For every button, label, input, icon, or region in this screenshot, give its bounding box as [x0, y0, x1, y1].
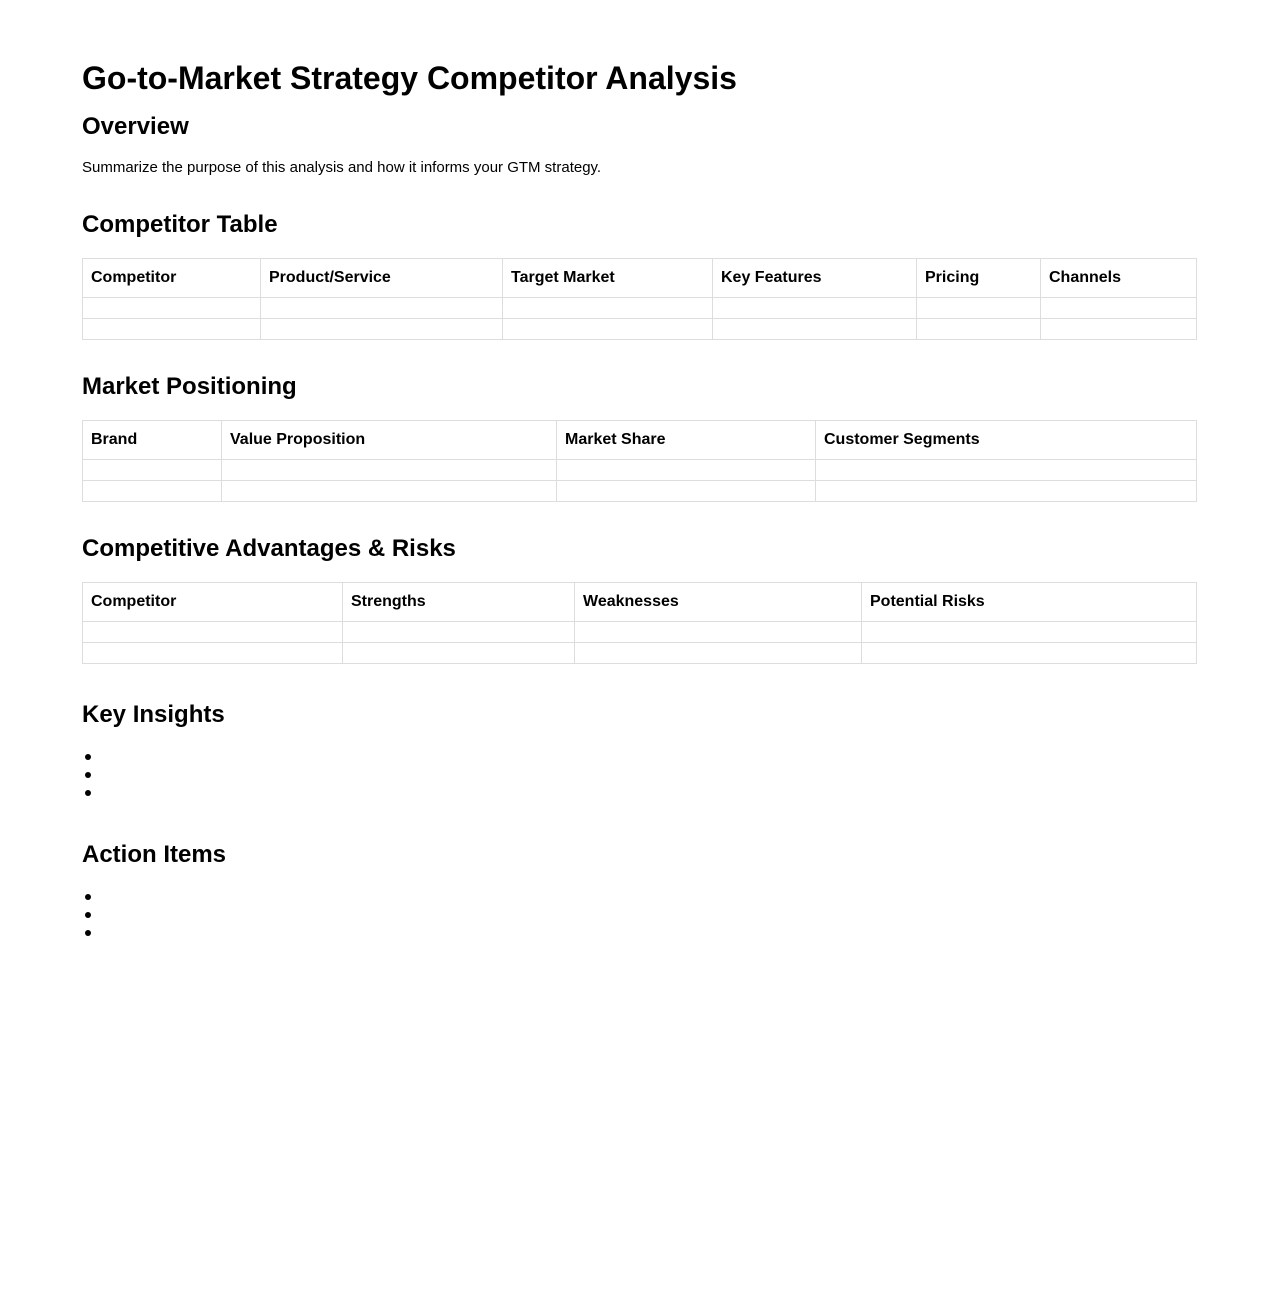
table-cell[interactable]: [575, 622, 862, 643]
page-title: Go-to-Market Strategy Competitor Analysis: [82, 60, 737, 96]
competitor-table: [82, 258, 1197, 340]
list-item[interactable]: [82, 748, 1196, 766]
column-header-target-market: Target Market: [503, 259, 713, 298]
table-cell[interactable]: [917, 298, 1041, 319]
table-cell[interactable]: [1041, 319, 1197, 340]
overview-text: Summarize the purpose of this analysis and how it informs your GTM strategy.: [82, 159, 602, 176]
table-row: [83, 622, 1197, 643]
column-header-pricing: Pricing: [917, 259, 1041, 298]
table-cell[interactable]: [503, 319, 713, 340]
table-cell[interactable]: [83, 622, 343, 643]
table-cell[interactable]: [343, 643, 575, 664]
table-cell[interactable]: [83, 481, 222, 502]
table-cell[interactable]: [83, 643, 343, 664]
key-insights-list: [82, 748, 1196, 802]
list-item[interactable]: [82, 784, 1196, 802]
table-cell[interactable]: [83, 460, 222, 481]
table-cell[interactable]: [83, 298, 261, 319]
table-cell[interactable]: [343, 622, 575, 643]
market-positioning-heading: Market Positioning: [82, 373, 297, 400]
column-header-market-share: Market Share: [557, 421, 816, 460]
table-cell[interactable]: [222, 481, 557, 502]
column-header-channels: Channels: [1041, 259, 1197, 298]
column-header-weaknesses: Weaknesses: [575, 583, 862, 622]
list-item[interactable]: [82, 766, 1196, 784]
table-header-row: [83, 259, 1197, 298]
advantages-risks-table: [82, 582, 1197, 664]
table-cell[interactable]: [557, 460, 816, 481]
action-items-heading: Action Items: [82, 841, 227, 868]
table-cell[interactable]: [261, 298, 503, 319]
list-item[interactable]: [82, 906, 1196, 924]
table-cell[interactable]: [222, 460, 557, 481]
table-cell[interactable]: [575, 643, 862, 664]
table-header-row: [83, 583, 1197, 622]
table-cell[interactable]: [862, 643, 1197, 664]
list-item[interactable]: [82, 888, 1196, 906]
column-header-competitor: Competitor: [83, 259, 261, 298]
table-cell[interactable]: [503, 298, 713, 319]
table-cell[interactable]: [816, 460, 1197, 481]
column-header-product-service: Product/Service: [261, 259, 503, 298]
column-header-competitor: Competitor: [83, 583, 343, 622]
column-header-value-proposition: Value Proposition: [222, 421, 557, 460]
table-cell[interactable]: [713, 298, 917, 319]
competitor-table-heading: Competitor Table: [82, 211, 278, 238]
table-cell[interactable]: [713, 319, 917, 340]
list-item[interactable]: [82, 924, 1196, 942]
table-cell[interactable]: [862, 622, 1197, 643]
table-cell[interactable]: [816, 481, 1197, 502]
table-cell[interactable]: [1041, 298, 1197, 319]
table-row: [83, 319, 1197, 340]
column-header-brand: Brand: [83, 421, 222, 460]
table-row: [83, 460, 1197, 481]
column-header-potential-risks: Potential Risks: [862, 583, 1197, 622]
table-cell[interactable]: [261, 319, 503, 340]
document-page: [82, 0, 1196, 942]
table-header-row: [83, 421, 1197, 460]
table-row: [83, 298, 1197, 319]
table-row: [83, 643, 1197, 664]
table-cell[interactable]: [83, 319, 261, 340]
advantages-risks-heading: Competitive Advantages & Risks: [82, 535, 456, 562]
table-cell[interactable]: [917, 319, 1041, 340]
column-header-customer-segments: Customer Segments: [816, 421, 1197, 460]
column-header-key-features: Key Features: [713, 259, 917, 298]
key-insights-heading: Key Insights: [82, 701, 225, 728]
column-header-strengths: Strengths: [343, 583, 575, 622]
overview-heading: Overview: [82, 113, 189, 140]
action-items-list: [82, 888, 1196, 942]
table-cell[interactable]: [557, 481, 816, 502]
market-positioning-table: [82, 420, 1197, 502]
table-row: [83, 481, 1197, 502]
